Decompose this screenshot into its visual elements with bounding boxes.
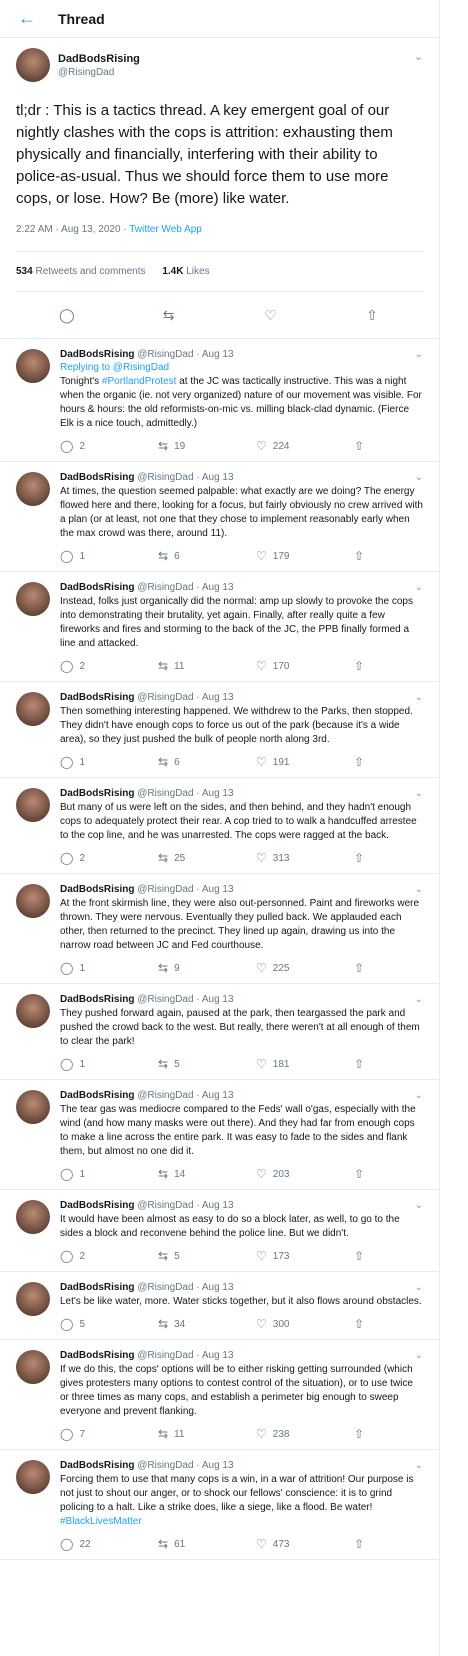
comment-count: 2: [79, 1250, 85, 1262]
retweet-icon: ⇆: [158, 1249, 169, 1263]
page-title: Thread: [58, 10, 105, 27]
reply-text-body: They pushed forward again, paused at the park, then teargassed the park and pushed the crowd back to the west. But really, there weren't at all enough of them to clear the park!: [60, 1008, 420, 1047]
reply-header: [60, 1200, 423, 1211]
retweet-count: 5: [174, 1250, 180, 1262]
retweet-icon[interactable]: ⇆: [162, 306, 175, 323]
retweet-action[interactable]: [158, 1057, 256, 1071]
author-meta: @RisingDad · Aug 13: [137, 1350, 234, 1361]
share-action[interactable]: [354, 549, 370, 563]
reply-action[interactable]: [60, 1427, 158, 1441]
avatar[interactable]: [16, 884, 50, 918]
share-icon: ⇧: [354, 1317, 365, 1331]
retweet-count: 19: [174, 440, 186, 452]
retweet-count: 11: [174, 1428, 185, 1440]
author-name[interactable]: DadBodsRising: [60, 884, 135, 895]
heart-icon: ♡: [256, 1167, 267, 1181]
reply-tweet[interactable]: [0, 984, 439, 1080]
share-icon: ⇧: [354, 439, 365, 453]
share-icon: ⇧: [354, 1427, 365, 1441]
like-count: 203: [272, 1168, 290, 1180]
like-action[interactable]: [256, 1057, 354, 1071]
reply-tweet[interactable]: [0, 1080, 439, 1190]
reply-action[interactable]: [60, 961, 158, 975]
share-icon[interactable]: ⇧: [366, 306, 378, 323]
retweets-count: 534: [16, 266, 33, 277]
reply-actions: [60, 1167, 423, 1181]
reply-text-body: It would have been almost as easy to do so a block later, as well, to go to the sides a block and reconvene behind the police line. But we didn't.: [60, 1214, 400, 1239]
reply-action[interactable]: [60, 1249, 158, 1263]
retweet-icon: ⇆: [158, 659, 169, 673]
chevron-down-icon[interactable]: ⌄: [414, 582, 423, 593]
comment-count: 5: [79, 1318, 85, 1330]
retweet-action[interactable]: [158, 1537, 256, 1551]
share-icon: ⇧: [354, 549, 365, 563]
reply-text: [60, 1213, 423, 1241]
like-count: 473: [272, 1538, 290, 1550]
reply-text-body: Let's be like water, more. Water sticks together, but it also flows around obstacles.: [60, 1296, 422, 1307]
like-action[interactable]: [256, 1427, 354, 1441]
retweet-icon: ⇆: [158, 1537, 169, 1551]
reply-text-post: at the JC was tactically instructive. This was a night when the organic (ie. not very organized) nature of our movement was visible. For hours & hours: the old reformists-on-mic vs. milling black-clad dynamic. (Fierce Elk is a nice touch, admittedly.): [60, 376, 422, 429]
share-action[interactable]: [354, 755, 370, 769]
reply-icon: ◯: [60, 851, 74, 865]
author-name[interactable]: DadBodsRising: [60, 1460, 135, 1471]
retweet-action[interactable]: [158, 1167, 256, 1181]
like-count: 225: [272, 962, 290, 974]
retweet-icon: ⇆: [158, 439, 169, 453]
heart-icon: ♡: [256, 755, 267, 769]
like-action[interactable]: [256, 1537, 354, 1551]
share-icon: ⇧: [354, 755, 365, 769]
retweet-action[interactable]: [158, 439, 256, 453]
author-name[interactable]: DadBodsRising: [60, 472, 135, 483]
like-action[interactable]: [256, 659, 354, 673]
reply-action[interactable]: [60, 549, 158, 563]
chevron-down-icon[interactable]: ⌄: [414, 692, 423, 703]
like-action[interactable]: [256, 1167, 354, 1181]
reply-actions: [60, 1057, 423, 1071]
retweet-count: 5: [174, 1058, 180, 1070]
author-handle[interactable]: @RisingDad: [58, 66, 115, 78]
reply-text: [60, 485, 423, 541]
reply-header: [60, 1350, 423, 1361]
retweet-count: 9: [174, 962, 180, 974]
share-action[interactable]: [354, 1317, 370, 1331]
reply-icon: ◯: [60, 961, 74, 975]
retweet-icon: ⇆: [158, 1317, 169, 1331]
chevron-down-icon[interactable]: ⌄: [414, 788, 423, 799]
retweet-count: 11: [174, 660, 185, 672]
heart-icon: ♡: [256, 961, 267, 975]
avatar[interactable]: [16, 788, 50, 822]
comment-count: 2: [79, 660, 85, 672]
like-action[interactable]: [256, 1317, 354, 1331]
reply-header: [60, 349, 423, 360]
author-name[interactable]: DadBodsRising: [60, 1200, 135, 1211]
likes-stat[interactable]: [162, 266, 209, 277]
share-action[interactable]: [354, 439, 370, 453]
avatar[interactable]: [16, 472, 50, 506]
reply-actions: [60, 439, 423, 453]
hashtag-link[interactable]: #BlackLivesMatter: [60, 1516, 142, 1527]
retweet-count: 14: [174, 1168, 186, 1180]
reply-icon: ◯: [60, 1317, 74, 1331]
reply-text-body: But many of us were left on the sides, and then behind, and they hadn't enough cops to adequately protect their rear. A cop tried to to walk a handcuffed arrestee to the cop line, and he was unarrested. The cops were ragged at the back.: [60, 802, 417, 841]
author-meta: @RisingDad · Aug 13: [137, 994, 234, 1005]
reply-text-pre: Forcing them to use that many cops is a win, in a war of attrition! Our purpose is not just to shout our anger, or to shock our fellows' conscience: it is to grind policing to a halt. Like a strike does, like a siege, like a flood. Be water!: [60, 1474, 414, 1513]
like-action[interactable]: [256, 851, 354, 865]
share-action[interactable]: [354, 1249, 370, 1263]
author-meta: @RisingDad · Aug 13: [137, 582, 234, 593]
author-meta: @RisingDad · Aug 13: [137, 1090, 234, 1101]
like-count: 181: [272, 1058, 290, 1070]
chevron-down-icon[interactable]: ⌄: [414, 349, 423, 360]
share-action[interactable]: [354, 659, 370, 673]
comment-count: 1: [79, 1168, 85, 1180]
tweet-timestamp: [16, 224, 423, 252]
avatar[interactable]: [16, 994, 50, 1028]
tweet-actions: [16, 292, 423, 338]
retweet-icon: ⇆: [158, 1057, 169, 1071]
retweets-stat[interactable]: [16, 266, 146, 277]
avatar[interactable]: [16, 1282, 50, 1316]
retweet-count: 61: [174, 1538, 186, 1550]
reply-icon[interactable]: ◯: [59, 306, 75, 323]
reply-action[interactable]: [60, 439, 158, 453]
reply-tweet[interactable]: [0, 1340, 439, 1450]
chevron-down-icon[interactable]: ⌄: [414, 1200, 423, 1211]
retweet-count: 34: [174, 1318, 186, 1330]
share-icon: ⇧: [354, 659, 365, 673]
comment-count: 1: [79, 1058, 85, 1070]
comment-count: 2: [79, 852, 85, 864]
likes-count: 1.4K: [162, 266, 184, 277]
reply-icon: ◯: [60, 755, 74, 769]
heart-icon: ♡: [256, 439, 267, 453]
reply-action[interactable]: [60, 1057, 158, 1071]
header-bar: [0, 0, 439, 38]
retweet-count: 6: [174, 756, 180, 768]
reply-tweet[interactable]: [0, 1272, 439, 1340]
reply-header: [60, 692, 423, 703]
retweets-label: Retweets and comments: [35, 266, 146, 277]
avatar[interactable]: [16, 1350, 50, 1384]
avatar[interactable]: [16, 349, 50, 383]
author-meta: @RisingDad · Aug 13: [137, 692, 234, 703]
avatar[interactable]: [16, 582, 50, 616]
heart-icon: ♡: [256, 1249, 267, 1263]
reply-tweet[interactable]: [0, 572, 439, 682]
reply-tweet[interactable]: [0, 1190, 439, 1272]
reply-text: [60, 1363, 423, 1419]
reply-text: [60, 897, 423, 953]
reply-text: [60, 801, 423, 843]
reply-tweet[interactable]: [0, 778, 439, 874]
reply-header: [60, 472, 423, 483]
reply-actions: [60, 1537, 423, 1551]
author-name[interactable]: DadBodsRising: [60, 582, 135, 593]
back-arrow-icon[interactable]: ←: [18, 8, 36, 28]
chevron-down-icon[interactable]: ⌄: [414, 1090, 423, 1101]
reply-text: [60, 1473, 423, 1529]
avatar[interactable]: [16, 1200, 50, 1234]
reply-actions: [60, 961, 423, 975]
author-meta: @RisingDad · Aug 13: [137, 349, 234, 360]
author-meta: @RisingDad · Aug 13: [137, 884, 234, 895]
reply-text: [60, 705, 423, 747]
share-icon: ⇧: [354, 961, 365, 975]
chevron-down-icon[interactable]: ⌄: [414, 1350, 423, 1361]
author-name[interactable]: DadBodsRising: [60, 1282, 135, 1293]
retweet-action[interactable]: [158, 1427, 256, 1441]
like-count: 173: [272, 1250, 290, 1262]
reply-header: [60, 788, 423, 799]
reply-tweet[interactable]: [0, 462, 439, 572]
reply-actions: [60, 659, 423, 673]
share-icon: ⇧: [354, 1537, 365, 1551]
avatar[interactable]: [16, 692, 50, 726]
author-name[interactable]: DadBodsRising: [60, 1350, 135, 1361]
comment-count: 7: [79, 1428, 85, 1440]
like-count: 191: [272, 756, 290, 768]
author-name[interactable]: DadBodsRising: [60, 1090, 135, 1101]
comment-count: 22: [79, 1538, 91, 1550]
heart-icon: ♡: [256, 659, 267, 673]
hashtag-link[interactable]: #PortlandProtest: [101, 376, 177, 387]
author-name[interactable]: DadBodsRising: [58, 52, 140, 65]
author-meta: @RisingDad · Aug 13: [137, 472, 234, 483]
main-tweet: [0, 38, 439, 339]
share-action[interactable]: [354, 1057, 370, 1071]
reply-icon: ◯: [60, 1057, 74, 1071]
reply-header: [60, 884, 423, 895]
retweet-icon: ⇆: [158, 1427, 169, 1441]
reply-text-body: The tear gas was mediocre compared to the Feds' wall o'gas, especially with the wind (and how many masks were out there). And they had far from enough cops to make a line across the entire park. It was easy to fade to the sides and flank them, but almost no one did it.: [60, 1104, 416, 1157]
retweet-action[interactable]: [158, 549, 256, 563]
reply-icon: ◯: [60, 1249, 74, 1263]
author-meta: @RisingDad · Aug 13: [137, 788, 234, 799]
heart-icon[interactable]: ♡: [264, 306, 277, 323]
reply-action[interactable]: [60, 1537, 158, 1551]
retweet-count: 25: [174, 852, 186, 864]
reply-icon: ◯: [60, 1537, 74, 1551]
like-count: 224: [272, 440, 290, 452]
reply-header: [60, 1460, 423, 1471]
tweet-text: tl;dr : This is a tactics thread. A key emergent goal of our nightly clashes with the cops is attrition: exhausting them physically and financially, interfering with their ability to police-as-usual. Thus we should force them to use more cops, or lose. How? Be (more) like water.: [16, 102, 393, 207]
chevron-down-icon[interactable]: ⌄: [414, 884, 423, 895]
like-count: 313: [272, 852, 290, 864]
like-action[interactable]: [256, 1249, 354, 1263]
reply-icon: ◯: [60, 659, 74, 673]
reply-icon: ◯: [60, 1427, 74, 1441]
reply-header: [60, 1090, 423, 1101]
chevron-down-icon[interactable]: ⌄: [414, 472, 423, 483]
chevron-down-icon[interactable]: ⌄: [414, 1282, 423, 1293]
author-name[interactable]: DadBodsRising: [60, 788, 135, 799]
retweet-icon: ⇆: [158, 851, 169, 865]
reply-text: [60, 1103, 423, 1159]
reply-action[interactable]: [60, 851, 158, 865]
reply-tweet[interactable]: [0, 1450, 439, 1560]
like-count: 170: [272, 660, 290, 672]
like-count: 238: [272, 1428, 290, 1440]
chevron-down-icon[interactable]: ⌄: [414, 994, 423, 1005]
heart-icon: ♡: [256, 1057, 267, 1071]
retweet-action[interactable]: [158, 1249, 256, 1263]
share-action[interactable]: [354, 1167, 370, 1181]
reply-action[interactable]: [60, 1317, 158, 1331]
retweet-icon: ⇆: [158, 755, 169, 769]
timestamp-text: 2:22 AM · Aug 13, 2020 ·: [16, 224, 130, 235]
author-meta: @RisingDad · Aug 13: [137, 1282, 234, 1293]
share-action[interactable]: [354, 1537, 370, 1551]
reply-tweet[interactable]: [0, 339, 439, 462]
avatar[interactable]: [16, 1090, 50, 1124]
reply-icon: ◯: [60, 439, 74, 453]
reply-action[interactable]: [60, 659, 158, 673]
retweet-icon: ⇆: [158, 961, 169, 975]
reply-text-body: Then something interesting happened. We withdrew to the Parks, then stopped. They didn't have enough cops to force us out of the park (because it's a wide area), so they just pushed the bulk of people north along 3rd.: [60, 706, 413, 745]
author-name[interactable]: DadBodsRising: [60, 692, 135, 703]
reply-icon: ◯: [60, 549, 74, 563]
reply-actions: [60, 851, 423, 865]
reply-header: [60, 994, 423, 1005]
retweet-action[interactable]: [158, 755, 256, 769]
share-action[interactable]: [354, 1427, 370, 1441]
reply-action[interactable]: [60, 1167, 158, 1181]
chevron-down-icon[interactable]: ⌄: [413, 51, 423, 63]
reply-actions: [60, 549, 423, 563]
reply-actions: [60, 1249, 423, 1263]
reply-list: [0, 339, 439, 1560]
reply-actions: [60, 1317, 423, 1331]
comment-count: 1: [79, 962, 85, 974]
share-icon: ⇧: [354, 1167, 365, 1181]
reply-text-body: If we do this, the cops' options will be to either risking getting surrounded (which gives protesters many options to contest control of the situation), or to use twice or three times as many cops, and establish a perimeter big enough to sweep everyone and prevent flanking.: [60, 1364, 413, 1417]
reply-action[interactable]: [60, 755, 158, 769]
share-icon: ⇧: [354, 851, 365, 865]
author-meta: @RisingDad · Aug 13: [137, 1200, 234, 1211]
heart-icon: ♡: [256, 1537, 267, 1551]
like-count: 300: [272, 1318, 290, 1330]
share-icon: ⇧: [354, 1057, 365, 1071]
chevron-down-icon[interactable]: ⌄: [414, 1460, 423, 1471]
reply-text: [60, 375, 423, 431]
comment-count: 1: [79, 550, 85, 562]
reply-text-pre: Tonight's: [60, 376, 102, 387]
tweet-stats: [16, 252, 423, 292]
heart-icon: ♡: [256, 1427, 267, 1441]
author-name[interactable]: DadBodsRising: [60, 349, 135, 360]
retweet-action[interactable]: [158, 961, 256, 975]
reply-icon: ◯: [60, 1167, 74, 1181]
retweet-action[interactable]: [158, 1317, 256, 1331]
reply-header: [60, 582, 423, 593]
avatar[interactable]: [16, 48, 50, 82]
like-action[interactable]: [256, 439, 354, 453]
share-action[interactable]: [354, 851, 370, 865]
like-action[interactable]: [256, 961, 354, 975]
heart-icon: ♡: [256, 549, 267, 563]
retweet-icon: ⇆: [158, 549, 169, 563]
heart-icon: ♡: [256, 851, 267, 865]
reply-text: [60, 1295, 423, 1309]
reply-tweet[interactable]: [0, 874, 439, 984]
avatar[interactable]: [16, 1460, 50, 1494]
author-name[interactable]: DadBodsRising: [60, 994, 135, 1005]
reply-text-body: At the front skirmish line, they were also out-personned. Paint and fireworks were thrown. They were nervous. Eventually they pulled back. We applauded each other, then returned to the precinct. They lined up again, drawing us into the narrow road between JC and Fed courthouse.: [60, 898, 420, 951]
retweet-icon: ⇆: [158, 1167, 169, 1181]
like-action[interactable]: [256, 549, 354, 563]
reply-tweet[interactable]: [0, 682, 439, 778]
reply-actions: [60, 755, 423, 769]
reply-text: [60, 1007, 423, 1049]
retweet-count: 6: [174, 550, 180, 562]
author-meta: @RisingDad · Aug 13: [137, 1460, 234, 1471]
like-action[interactable]: [256, 755, 354, 769]
share-action[interactable]: [354, 961, 370, 975]
source-link[interactable]: Twitter Web App: [129, 224, 202, 235]
share-icon: ⇧: [354, 1249, 365, 1263]
retweet-action[interactable]: [158, 659, 256, 673]
like-count: 179: [272, 550, 290, 562]
reply-text-body: At times, the question seemed palpable: what exactly are we doing? The energy flowed here and there, looking for a focus, but fairly obviously no crew arrived with a plan (or at least, not one that they chose to implement reasonably early when the max crowd was there, around 11).: [60, 486, 423, 539]
retweet-action[interactable]: [158, 851, 256, 865]
replying-to[interactable]: Replying to @RisingDad: [60, 362, 170, 373]
likes-label: Likes: [186, 266, 210, 277]
reply-header: [60, 1282, 423, 1293]
comment-count: 1: [79, 756, 85, 768]
reply-text: [60, 595, 423, 651]
reply-actions: [60, 1427, 423, 1441]
heart-icon: ♡: [256, 1317, 267, 1331]
comment-count: 2: [79, 440, 85, 452]
reply-text-body: Instead, folks just organically did the normal: amp up slowly to provoke the cops into demonstrating their brutality, yet again. Finally, after really quite a few fireworks and fires and storming to the back of the JC, the PPB finally formed a line and attacked.: [60, 596, 413, 649]
